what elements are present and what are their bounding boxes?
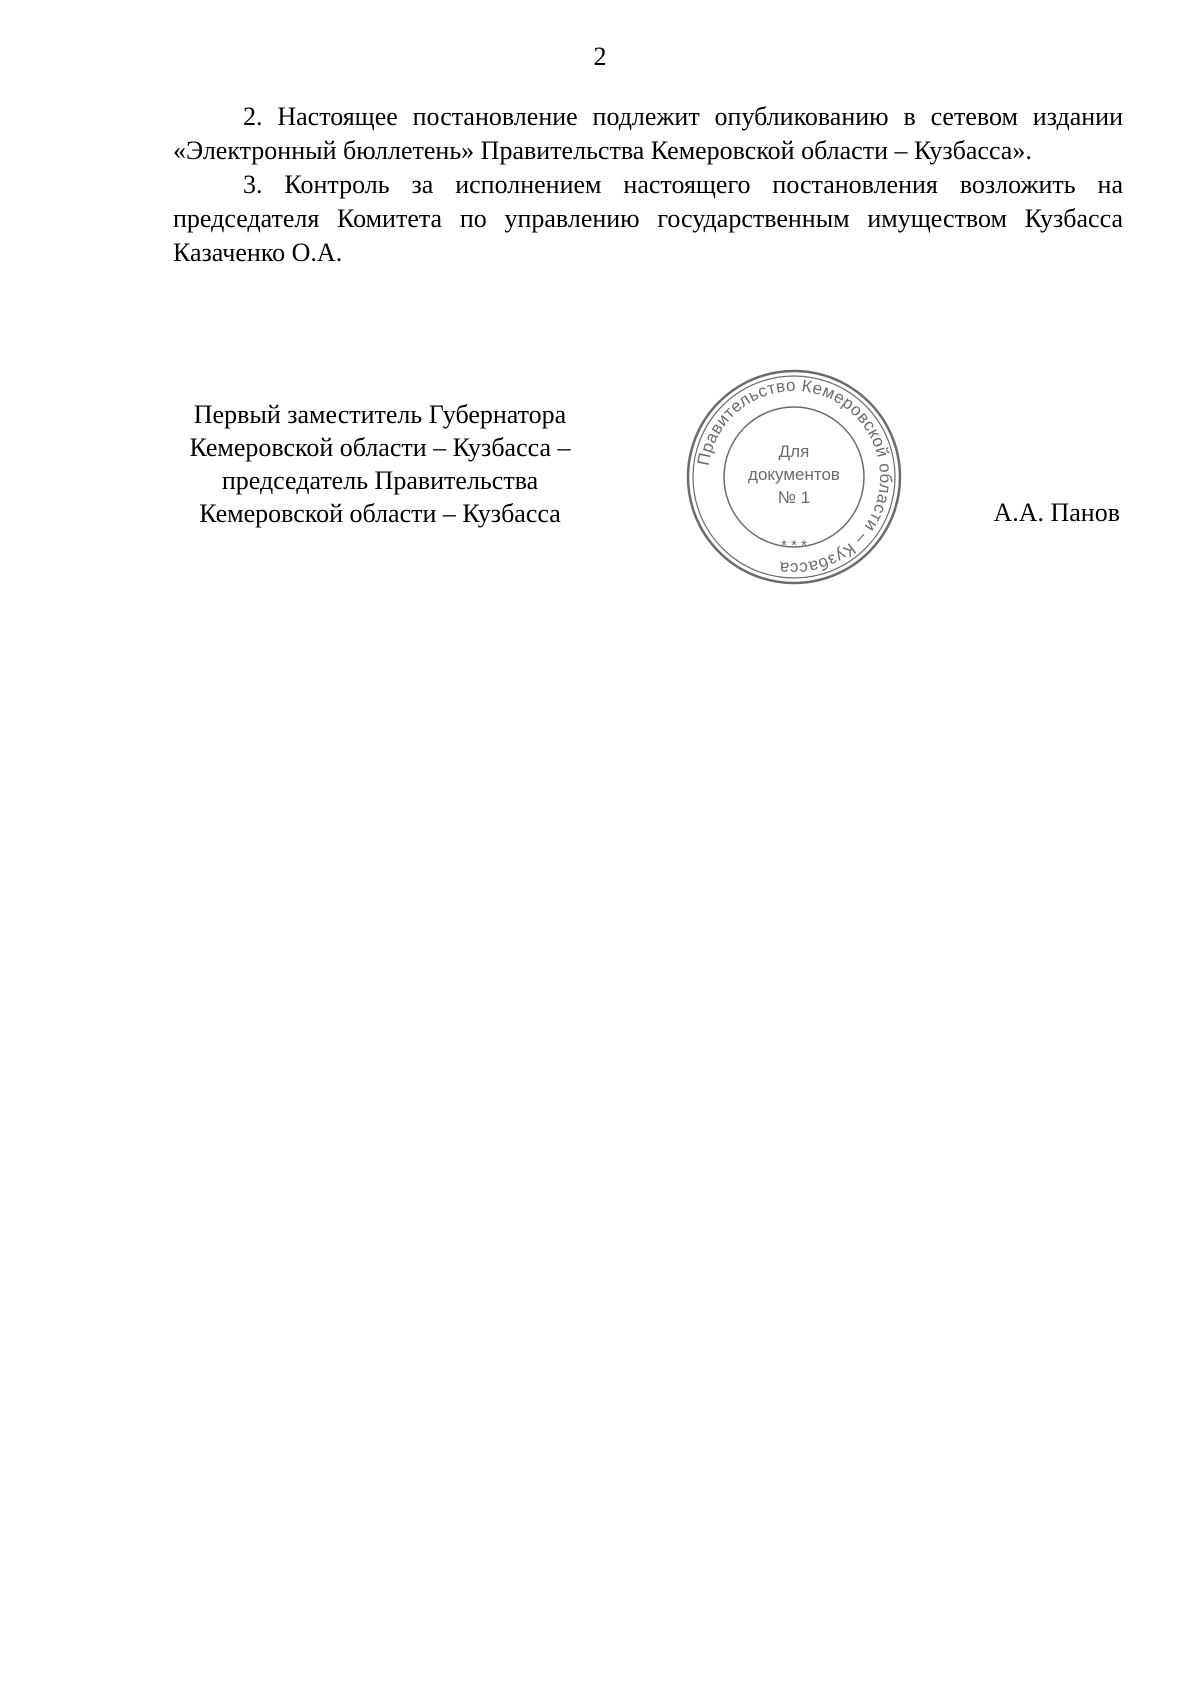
signer-title-line: Первый заместитель Губернатора <box>193 400 567 429</box>
seal-center-line: документов <box>748 465 840 484</box>
document-body <box>173 100 1123 270</box>
signer-title-line: Кемеровской области – Кузбасса – <box>189 433 571 462</box>
official-seal <box>684 367 904 587</box>
seal-ring-text: Правительство Кемеровской области – Кузбасса <box>693 375 896 579</box>
seal-stars: * * * <box>781 537 807 554</box>
seal-center-line: Для <box>778 442 810 461</box>
paragraph-2: 2. Настоящее постановление подлежит опубликованию в сетевом издании «Электронный бюллетень» Правительства Кемеровской области – Кузбасса». <box>173 102 1123 165</box>
signer-title <box>150 398 610 530</box>
signer-title-line: председатель Правительства <box>221 466 539 495</box>
official-seal-graphic <box>684 367 904 587</box>
signer-title-line: Кемеровской области – Кузбасса <box>199 499 561 528</box>
signer-name: А.А. Панов <box>993 498 1120 527</box>
page-number: 2 <box>593 42 607 71</box>
seal-center-line: № 1 <box>777 488 811 507</box>
paragraph-3: 3. Контроль за исполнением настоящего постановления возложить на председателя Комитета по управлению государственным имуществом Кузбасса Казаченко О.А. <box>173 170 1123 267</box>
